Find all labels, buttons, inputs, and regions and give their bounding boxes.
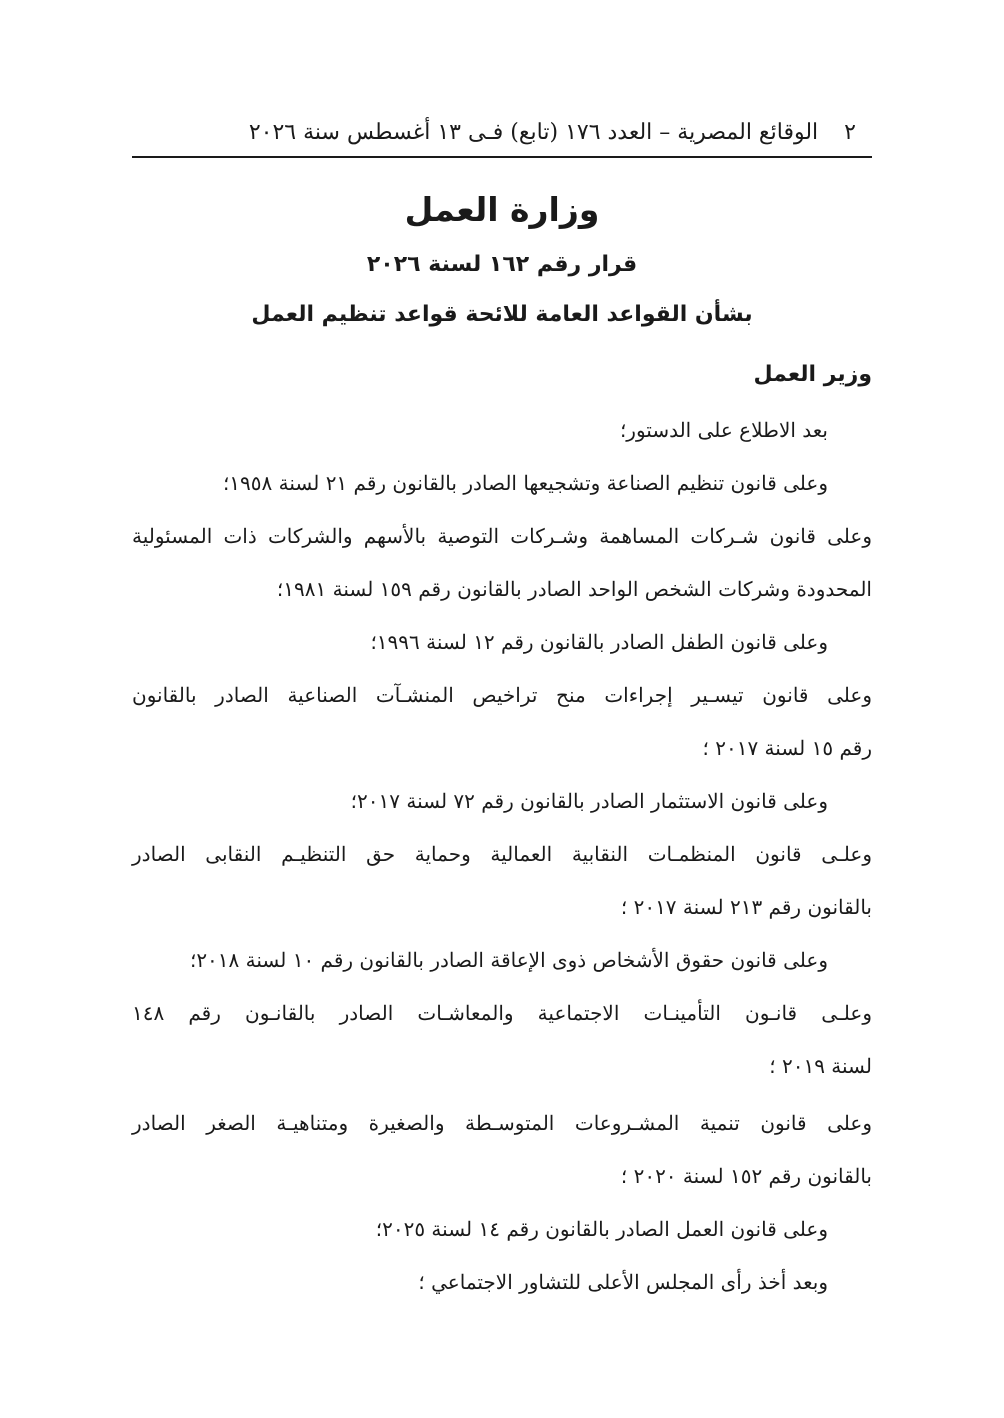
preamble-line: وعلـى قانون المنظمـات النقابية العمالية وحماية حق التنظيـم النقابى الصادر xyxy=(132,842,872,866)
preamble-line: رقم ١٥ لسنة ٢٠١٧ ؛ xyxy=(702,736,872,760)
header-divider xyxy=(132,156,872,158)
decree-number: قرار رقم ١٦٢ لسنة ٢٠٢٦ xyxy=(366,252,638,277)
preamble-line: بالقانون رقم ١٥٢ لسنة ٢٠٢٠ ؛ xyxy=(620,1164,872,1188)
page-number: ٢ xyxy=(844,119,856,145)
preamble-line: وعلى قانون الاستثمار الصادر بالقانون رقم ٧٢ لسنة ٢٠١٧؛ xyxy=(350,789,828,813)
preamble-line: بالقانون رقم ٢١٣ لسنة ٢٠١٧ ؛ xyxy=(620,895,872,919)
preamble-line: وعلى قانون الطفل الصادر بالقانون رقم ١٢ لسنة ١٩٩٦؛ xyxy=(370,630,828,654)
preamble-line: بعد الاطلاع على الدستور؛ xyxy=(619,418,828,442)
running-header xyxy=(136,112,856,152)
preamble-line: وعلى قانون شـركات المساهمة وشـركات التوصية بالأسهم والشركات ذات المسئولية xyxy=(132,524,872,548)
preamble-line: وعلى قانون تنمية المشـروعات المتوسـطة والصغيرة ومتناهيـة الصغر الصادر xyxy=(132,1111,872,1135)
preamble-line: وعلى قانون تنظيم الصناعة وتشجيعها الصادر بالقانون رقم ٢١ لسنة ١٩٥٨؛ xyxy=(222,471,828,495)
ministry-title: وزارة العمل xyxy=(404,190,600,229)
preamble-line: وبعد أخذ رأى المجلس الأعلى للتشاور الاجتماعي ؛ xyxy=(418,1270,828,1294)
preamble-line: وعلى قانون حقوق الأشخاص ذوى الإعاقة الصادر بالقانون رقم ١٠ لسنة ٢٠١٨؛ xyxy=(189,948,828,972)
preamble-line: لسنة ٢٠١٩ ؛ xyxy=(769,1054,872,1078)
preamble-line: وعلـى قانـون التأمينـات الاجتماعية والمعاشـات الصادر بالقانـون رقم ١٤٨ xyxy=(132,1001,872,1025)
preamble-line: المحدودة وشركات الشخص الواحد الصادر بالقانون رقم ١٥٩ لسنة ١٩٨١؛ xyxy=(276,577,872,601)
preamble-line: وعلى قانون تيسـير إجراءات منح تراخيص المنشـآت الصناعية الصادر بالقانون xyxy=(132,683,872,707)
gazette-issue-line: الوقائع المصرية – العدد ١٧٦ (تابع) فـى ١٣ أغسطس سنة ٢٠٢٦ xyxy=(248,119,819,145)
preamble-line: وعلى قانون العمل الصادر بالقانون رقم ١٤ لسنة ٢٠٢٥؛ xyxy=(375,1217,828,1241)
minister-heading: وزير العمل xyxy=(753,362,872,387)
decree-subject: بشأن القواعد العامة للائحة قواعد تنظيم العمل xyxy=(251,302,753,327)
